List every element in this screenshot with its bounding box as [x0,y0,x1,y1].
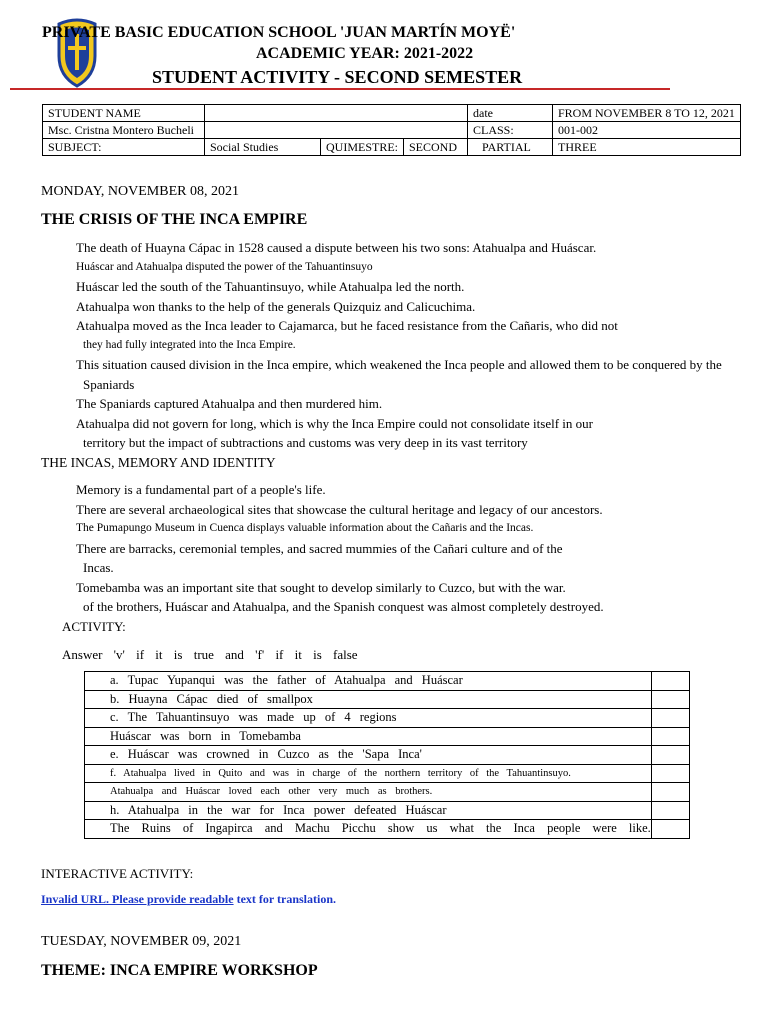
activity-title: STUDENT ACTIVITY - SECOND SEMESTER [152,67,523,87]
answer-cell[interactable] [651,672,689,691]
table-row [85,801,690,820]
info-row [43,139,741,156]
link-trailing-text: text for translation. [236,892,337,906]
teacher-name: Msc. Cristna Montero Bucheli [43,122,205,139]
list-item: Atahualpa won thanks to the help of the generals Quizquiz and Calicuchima. [76,298,476,314]
true-false-table [84,671,690,839]
list-item: Huáscar and Atahualpa disputed the power of the Tahuantinsuyo [76,260,373,273]
section-title-identity: THE INCAS, MEMORY AND IDENTITY [41,455,276,470]
tuesday-date: TUESDAY, NOVEMBER 09, 2021 [41,934,242,949]
list-item: This situation caused division in the Inca empire, which weakened the Inca people and allowed them to be conquered by the Spaniards [76,357,722,392]
list-item: The Pumapungo Museum in Cuenca displays valuable information about the Cañaris and the Incas. [76,522,534,534]
table-row [85,690,690,709]
subject-label: SUBJECT: [43,139,205,156]
date-label: date [468,105,553,122]
interactive-link-line [41,892,336,907]
statement-cell: b. Huayna Cápac died of smallpox [85,690,652,709]
table-row [85,672,690,691]
statement-cell: h. Atahualpa in the war for Inca power defeated Huáscar [85,801,652,820]
interactive-activity-label: INTERACTIVE ACTIVITY: [41,866,194,881]
table-row [85,820,690,839]
info-row [43,105,741,122]
list-item: There are several archaeological sites that showcase the cultural heritage and legacy of our ancestors. [76,501,603,517]
subject-value: Social Studies [205,139,321,156]
activity-label: ACTIVITY: [62,619,126,634]
list-item: Tomebamba was an important site that sought to develop similarly to Cuzco, but with the war. of the brothers, Huáscar and Atahualpa, and the Spanish conquest was almost completely destroyed. [76,579,604,614]
table-row [85,709,690,728]
identity-bullet-list [41,480,604,617]
section-title-crisis: THE CRISIS OF THE INCA EMPIRE [41,211,308,228]
answer-cell[interactable] [651,709,689,728]
partial-value: THREE [553,139,741,156]
list-item: Atahualpa moved as the Inca leader to Cajamarca, but he faced resistance from the Cañaris, who did not they had fully integrated into the Inca Empire. [76,318,618,351]
statement-cell: f. Atahualpa lived in Quito and was in charge of the northern territory of the Tahuantinsuyo. [85,764,652,783]
answer-cell[interactable] [651,764,689,783]
statement-cell: Atahualpa and Huáscar loved each other very much as brothers. [85,783,652,802]
list-item: There are barracks, ceremonial temples, and sacred mummies of the Cañari culture and of the Incas. [76,540,563,575]
crisis-bullet-list [41,238,722,453]
theme-title: THEME: INCA EMPIRE WORKSHOP [41,962,318,979]
activity-instruction: Answer 'v' if it is true and 'f' if it is false [62,647,358,662]
table-row [85,764,690,783]
answer-cell[interactable] [651,746,689,765]
table-row [85,783,690,802]
statement-cell: Huáscar was born in Tomebamba [85,727,652,746]
table-row [85,746,690,765]
school-name: PRIVATE BASIC EDUCATION SCHOOL 'JUAN MARTÍN MOYË' [42,24,516,41]
list-item: Atahualpa did not govern for long, which is why the Inca Empire could not consolidate itself in our territory but the impact of subtractions and customs was very deep in its vast territory [76,415,593,450]
info-row [43,122,741,139]
statement-cell: a. Tupac Yupanqui was the father of Atahualpa and Huáscar [85,672,652,691]
answer-cell[interactable] [651,690,689,709]
statement-cell: The Ruins of Ingapirca and Machu Picchu show us what the Inca people were like. [85,820,652,839]
table-row [85,727,690,746]
list-item: The death of Huayna Cápac in 1528 caused a dispute between his two sons: Atahualpa and Huáscar. [76,240,597,255]
partial-label: PARTIAL [468,139,553,156]
answer-cell[interactable] [651,727,689,746]
academic-year: ACADEMIC YEAR: 2021-2022 [256,45,474,62]
student-name-label: STUDENT NAME [43,105,205,122]
statement-cell: e. Huáscar was crowned in Cuzco as the 'Sapa Inca' [85,746,652,765]
answer-cell[interactable] [651,783,689,802]
teacher-field [205,122,468,139]
quimestre-value: SECOND [404,139,468,156]
list-item: Memory is a fundamental part of a people's life. [76,482,326,497]
student-name-field[interactable] [205,105,468,122]
class-label: CLASS: [468,122,553,139]
student-info-table [42,104,741,156]
quimestre-label: QUIMESTRE: [321,139,404,156]
class-value: 001-002 [553,122,741,139]
monday-date: MONDAY, NOVEMBER 08, 2021 [41,184,239,199]
header-divider [10,88,670,90]
interactive-activity-link[interactable]: Invalid URL. Please provide readable [41,892,234,906]
answer-cell[interactable] [651,820,689,839]
answer-cell[interactable] [651,801,689,820]
list-item: The Spaniards captured Atahualpa and then murdered him. [76,396,383,411]
date-value: FROM NOVEMBER 8 TO 12, 2021 [553,105,741,122]
statement-cell: c. The Tahuantinsuyo was made up of 4 regions [85,709,652,728]
list-item: Huáscar led the south of the Tahuantinsuyo, while Atahualpa led the north. [76,279,465,294]
